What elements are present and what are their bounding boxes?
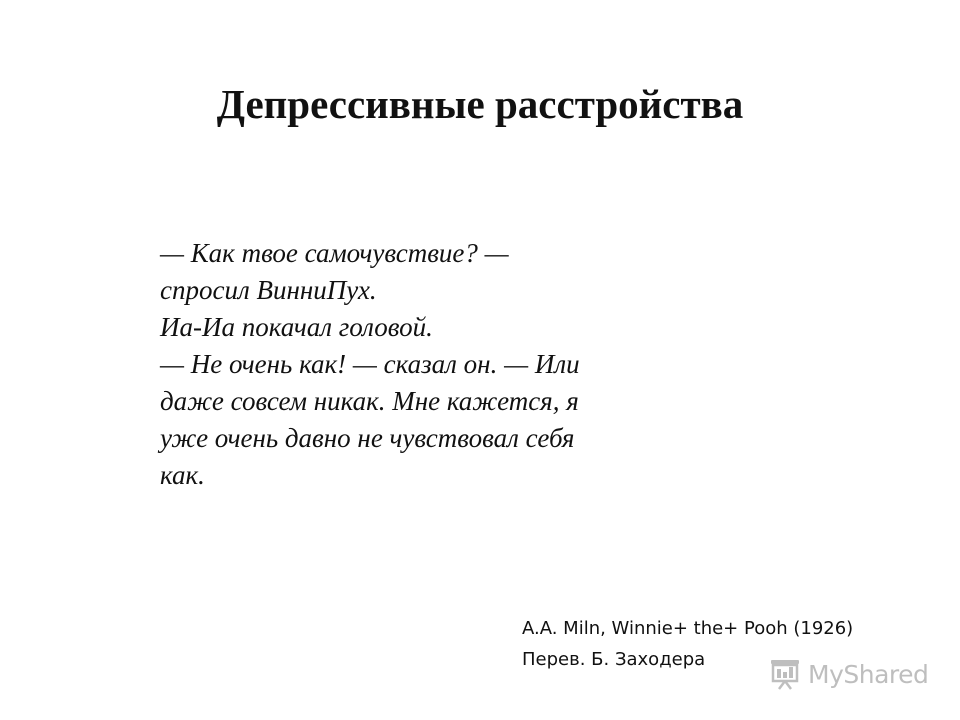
quote-line: даже совсем никак. Мне кажется, я bbox=[160, 386, 579, 416]
quote-line: — Как твое самочувствие? — bbox=[160, 238, 509, 268]
quote-line: Иа-Иа покачал головой. bbox=[160, 312, 433, 342]
slide-title: Депрессивные расстройства bbox=[216, 81, 744, 127]
projector-screen-icon bbox=[768, 658, 802, 690]
citation-translator: Перев. Б. Заходера bbox=[522, 649, 706, 670]
watermark-text: MyShared bbox=[808, 659, 929, 689]
quote-block bbox=[160, 235, 700, 494]
quote-line: — Не очень как! — сказал он. — Или bbox=[160, 349, 580, 379]
citation-source: A.A. Miln, Winnie+ the+ Pooh (1926) bbox=[522, 618, 854, 639]
quote-line: как. bbox=[160, 460, 205, 490]
watermark-logo bbox=[768, 656, 928, 692]
quote-line: спросил ВинниПух. bbox=[160, 275, 377, 305]
quote-line: уже очень давно не чувствовал себя bbox=[160, 423, 575, 453]
